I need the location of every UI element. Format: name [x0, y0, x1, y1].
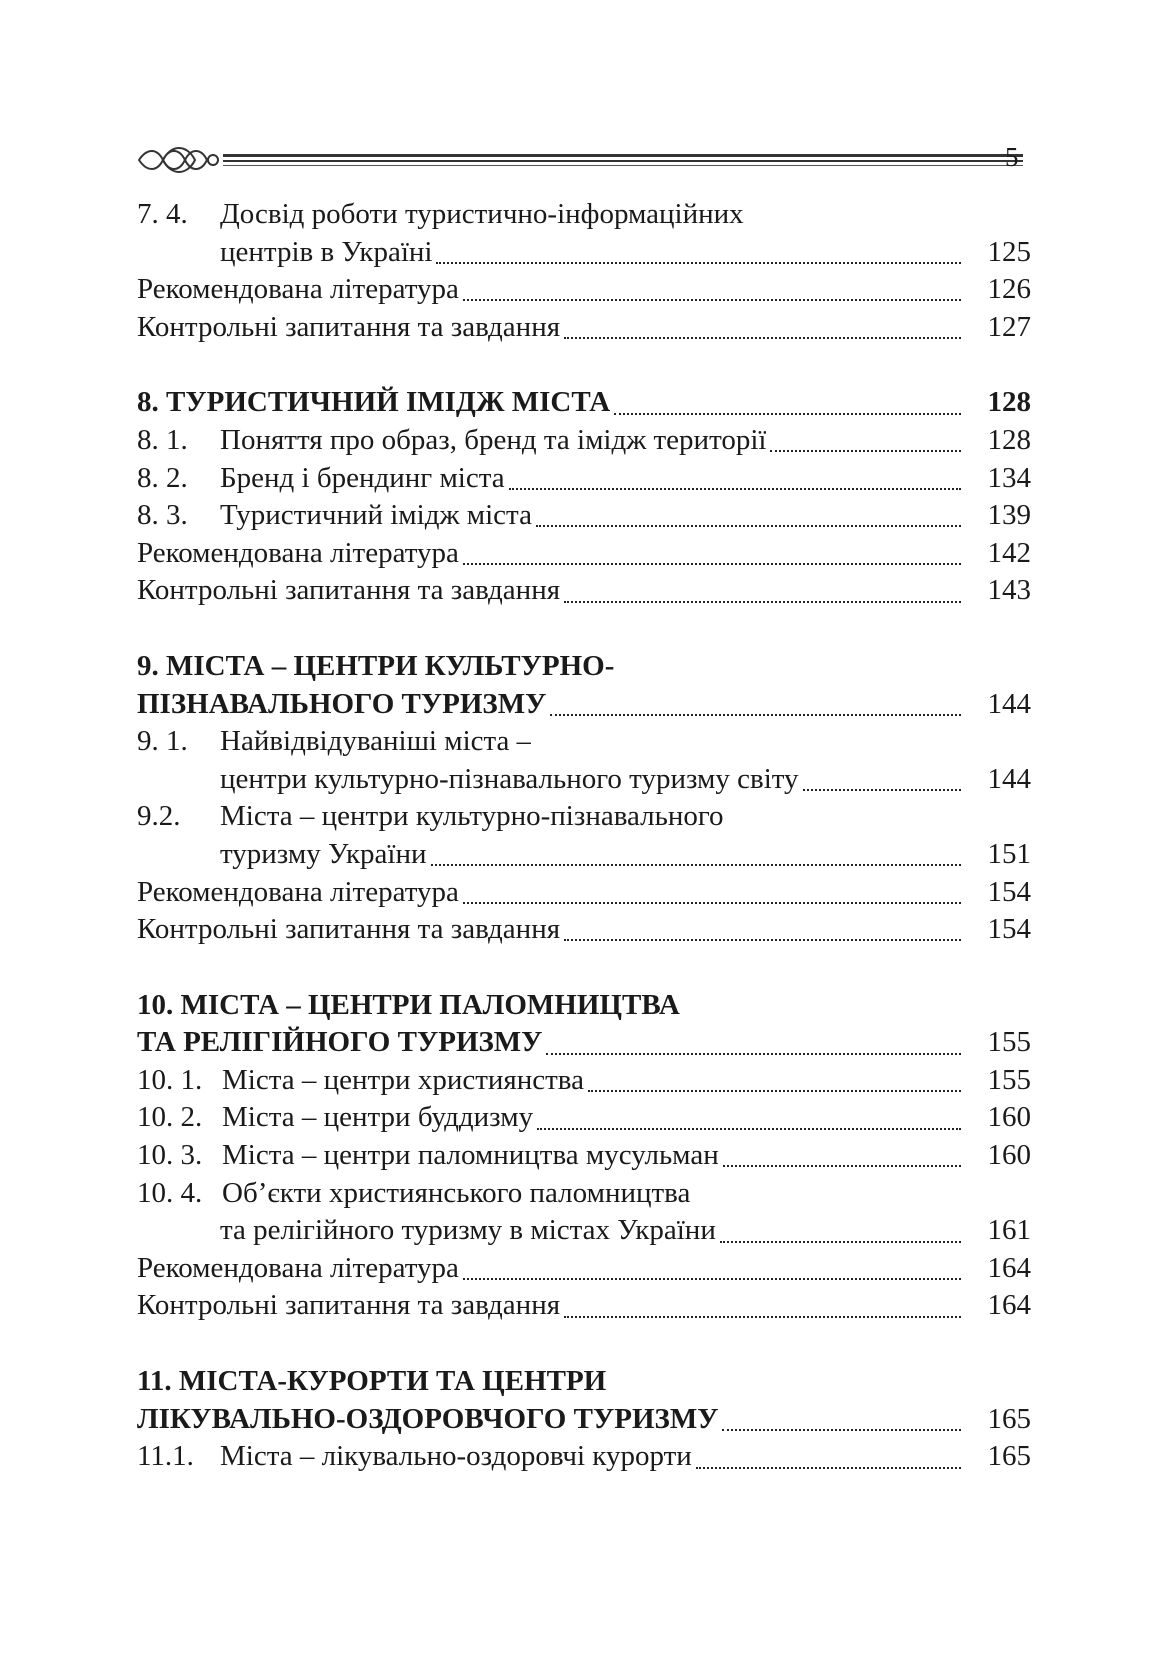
page-ref: 151 [987, 837, 1031, 870]
toc-entry[interactable] [137, 535, 1031, 573]
page-ref: 164 [987, 1289, 1031, 1322]
toc-entry[interactable] [137, 1175, 1031, 1213]
section-number: 8. 2. [137, 461, 188, 494]
page-ref: 128 [987, 423, 1031, 456]
page-ref: 143 [987, 574, 1031, 607]
toc-entry[interactable] [137, 1137, 1031, 1175]
section-number: 9. 1. [137, 725, 188, 758]
dot-leader [463, 1277, 961, 1280]
toc-entry[interactable] [137, 911, 1031, 949]
dot-leader [803, 788, 961, 791]
section-number: 10. 2. [137, 1101, 203, 1134]
section-title: Поняття про образ, бренд та імідж території [220, 423, 767, 456]
dot-leader [463, 901, 961, 904]
page-ref: 165 [987, 1440, 1031, 1473]
dot-leader [720, 1240, 961, 1243]
page-number: 5 [1005, 142, 1019, 172]
page-ref: 144 [987, 687, 1031, 720]
toc-entry[interactable] [137, 723, 1031, 761]
dot-leader [614, 412, 961, 415]
toc-chapter-continued[interactable] [137, 686, 1031, 724]
page-ref: 155 [987, 1063, 1031, 1096]
questions-title: Контрольні запитання та завдання [137, 310, 561, 343]
section-number: 10. 1. [137, 1063, 203, 1096]
table-of-contents [137, 196, 1031, 1476]
literature-title: Рекомендована література [137, 1251, 459, 1284]
chapter-title: ТА РЕЛІГІЙНОГО ТУРИЗМУ [137, 1026, 543, 1059]
page-ref: 128 [987, 386, 1031, 419]
dot-leader [509, 487, 961, 490]
literature-title: Рекомендована література [137, 536, 459, 569]
page-ref: 126 [987, 273, 1031, 306]
toc-entry[interactable] [137, 572, 1031, 610]
section-title: Міста – центри паломництва мусульман [222, 1139, 719, 1172]
section-title: Бренд і брендинг міста [220, 461, 505, 494]
section-number: 11.1. [137, 1440, 194, 1473]
section-title: та релігійного туризму в містах України [220, 1214, 716, 1247]
spacer [137, 346, 1031, 384]
chapter-title: 11. МІСТА-КУРОРТИ ТА ЦЕНТРИ [137, 1365, 607, 1398]
dot-leader [723, 1164, 961, 1167]
section-number: 8. 3. [137, 499, 188, 532]
ornament-header-rule [135, 140, 1025, 180]
toc-chapter[interactable] [137, 648, 1031, 686]
section-title: Міста – лікувально-оздоровчі курорти [220, 1440, 692, 1473]
page-ref: 154 [987, 875, 1031, 908]
section-title: туризму України [220, 837, 427, 870]
dot-leader [436, 261, 961, 264]
section-title: Міста – центри буддизму [222, 1101, 534, 1134]
chapter-title: 9. МІСТА – ЦЕНТРИ КУЛЬТУРНО- [137, 649, 615, 682]
toc-entry[interactable] [137, 1062, 1031, 1100]
page-ref: 161 [987, 1214, 1031, 1247]
page-ref: 154 [987, 913, 1031, 946]
toc-chapter-continued[interactable] [137, 1401, 1031, 1439]
dot-leader [564, 336, 961, 339]
toc-entry-continued[interactable] [137, 234, 1031, 272]
toc-entry[interactable] [137, 1250, 1031, 1288]
chapter-title: 10. МІСТА – ЦЕНТРИ ПАЛОМНИЦТВА [137, 988, 680, 1021]
chapter-title: ПІЗНАВАЛЬНОГО ТУРИЗМУ [137, 687, 547, 720]
dot-leader [463, 298, 961, 301]
page-ref: 125 [987, 235, 1031, 268]
questions-title: Контрольні запитання та завдання [137, 913, 561, 946]
toc-entry[interactable] [137, 422, 1031, 460]
dot-leader [537, 1127, 961, 1130]
dot-leader [564, 1315, 961, 1318]
section-title: Об’єкти християнського паломництва [222, 1176, 691, 1209]
page-ref: 155 [987, 1026, 1031, 1059]
toc-entry[interactable] [137, 196, 1031, 234]
page-ref: 144 [987, 762, 1031, 795]
toc-chapter-continued[interactable] [137, 1024, 1031, 1062]
toc-chapter[interactable] [137, 987, 1031, 1025]
section-number: 7. 4. [137, 198, 188, 230]
toc-entry-continued[interactable] [137, 836, 1031, 874]
toc-entry[interactable] [137, 1287, 1031, 1325]
toc-chapter[interactable] [137, 1363, 1031, 1401]
dot-leader [546, 1052, 961, 1055]
section-title: Міста – центри культурно-пізнавального [220, 800, 724, 833]
section-title: Найвідвідуваніші міста – [220, 725, 532, 758]
dot-leader [588, 1089, 961, 1092]
literature-title: Рекомендована література [137, 273, 459, 306]
dot-leader [770, 449, 961, 452]
section-title: Досвід роботи туристично-інформаційних [220, 198, 744, 230]
chapter-title: 8. ТУРИСТИЧНИЙ ІМІДЖ МІСТА [137, 386, 611, 419]
toc-entry[interactable] [137, 874, 1031, 912]
dot-leader [431, 863, 962, 866]
page-ref: 127 [987, 310, 1031, 343]
section-number: 8. 1. [137, 423, 188, 456]
section-title: центрів в Україні [220, 235, 433, 268]
dot-leader [463, 562, 961, 565]
spacer [137, 610, 1031, 648]
dot-leader [696, 1466, 961, 1469]
section-number: 9.2. [137, 800, 181, 833]
toc-entry[interactable] [137, 1438, 1031, 1476]
dot-leader [564, 938, 961, 941]
page-ref: 139 [987, 499, 1031, 532]
questions-title: Контрольні запитання та завдання [137, 574, 561, 607]
toc-entry[interactable] [137, 497, 1031, 535]
page-ref: 160 [987, 1139, 1031, 1172]
toc-entry[interactable] [137, 309, 1031, 347]
literature-title: Рекомендована література [137, 875, 459, 908]
section-number: 10. 4. [137, 1176, 203, 1209]
section-title: Міста – центри християнства [222, 1063, 584, 1096]
section-number: 10. 3. [137, 1139, 203, 1172]
toc-entry-continued[interactable] [137, 761, 1031, 799]
toc-entry[interactable] [137, 460, 1031, 498]
questions-title: Контрольні запитання та завдання [137, 1289, 561, 1322]
page-ref: 134 [987, 461, 1031, 494]
dot-leader [550, 713, 961, 716]
section-title: центри культурно-пізнавального туризму світу [220, 762, 799, 795]
dot-leader [722, 1428, 961, 1431]
page-ref: 160 [987, 1101, 1031, 1134]
dot-leader [536, 524, 961, 527]
toc-chapter[interactable] [137, 384, 1031, 422]
toc-entry[interactable] [137, 1099, 1031, 1137]
chapter-title: ЛІКУВАЛЬНО-ОЗДОРОВЧОГО ТУРИЗМУ [137, 1402, 719, 1435]
page-ref: 165 [987, 1402, 1031, 1435]
toc-entry[interactable] [137, 798, 1031, 836]
spacer [137, 949, 1031, 987]
spacer [137, 1325, 1031, 1363]
page-ref: 142 [987, 536, 1031, 569]
toc-entry-continued[interactable] [137, 1212, 1031, 1250]
toc-entry[interactable] [137, 271, 1031, 309]
dot-leader [564, 600, 961, 603]
section-title: Туристичний імідж міста [220, 499, 532, 532]
page-ref: 164 [987, 1251, 1031, 1284]
